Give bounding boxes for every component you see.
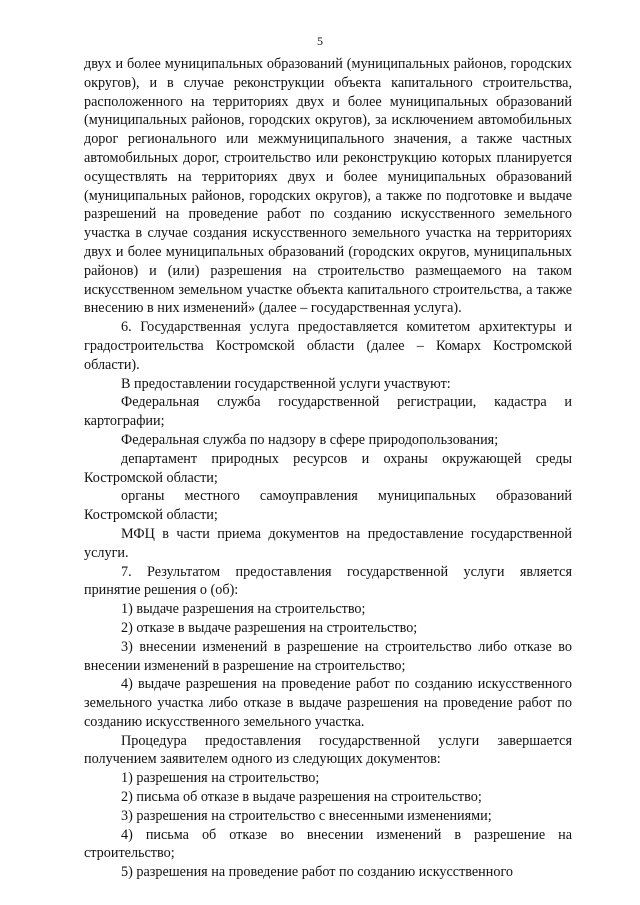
list-item: 4) выдаче разрешения на проведение работ по созданию искусственного земельного участка либо отказе в выдаче разрешения на проведение работ по созданию искусственного земельного участка. [84,676,572,730]
list-item: 5) разрешения на проведение работ по созданию искусственного [121,864,514,881]
paragraph: департамент природных ресурсов и охраны окружающей среды Костромской области; [84,450,572,486]
paragraph: Федеральная служба по надзору в сфере природопользования; [121,431,499,448]
paragraph: МФЦ в части приема документов на предоставление государственной услуги. [84,525,572,561]
paragraph: Процедура предоставления государственной услуги завершается получением заявителем одного из следующих документов: [84,732,572,768]
paragraph: 6. Государственная услуга предоставляется комитетом архитектуры и градостроительства Костромской области (далее – Комарх Костромской области). [84,319,572,373]
list-item: 2) письма об отказе в выдаче разрешения на строительство; [121,789,482,806]
list-item: 3) внесении изменений в разрешение на строительство либо отказе во внесении изменений в разрешение на строительство; [84,638,572,674]
list-item: 4) письма об отказе во внесении изменений в разрешение на строительство; [84,826,572,862]
paragraph: органы местного самоуправления муниципальных образований Костромской области; [84,488,572,524]
paragraph: двух и более муниципальных образований (муниципальных районов, городских округов), и в случае реконструкции объекта капитального строительства, расположенного на территориях двух и более муниципальных образований (муниципальных районов, городских округов), за исключением автомобильных дорог регионального или межмуниципального значения, а также частных автомобильных дорог, строительство или реконструкцию которых планируется осуществлять на территориях двух и более муниципальных образований (муниципальных районов, городских округов), а также по подготовке и выдаче разрешений на проведение работ по созданию искусственного земельного участка в случае создания искусственного земельного участка на территориях двух и более муниципальных образований (городских округов, муниципальных районов) и (или) разрешения на строительство размещаемого на таком искусственном земельном участке объекта капитального строительства, а также внесению в них изменений» (далее – государственная услуга). [84,56,572,317]
paragraph: В предоставлении государственной услуги участвуют: [121,375,451,392]
document-body [84,55,572,882]
paragraph: Федеральная служба государственной регистрации, кадастра и картографии; [84,394,572,430]
list-item: 1) выдаче разрешения на строительство; [121,601,366,618]
list-item: 3) разрешения на строительство с внесенными изменениями; [121,807,492,824]
list-item: 1) разрешения на строительство; [121,770,320,787]
list-item: 2) отказе в выдаче разрешения на строительство; [121,619,418,636]
page-number: 5 [317,34,323,48]
paragraph: 7. Результатом предоставления государственной услуги является принятие решения о (об): [84,563,572,599]
